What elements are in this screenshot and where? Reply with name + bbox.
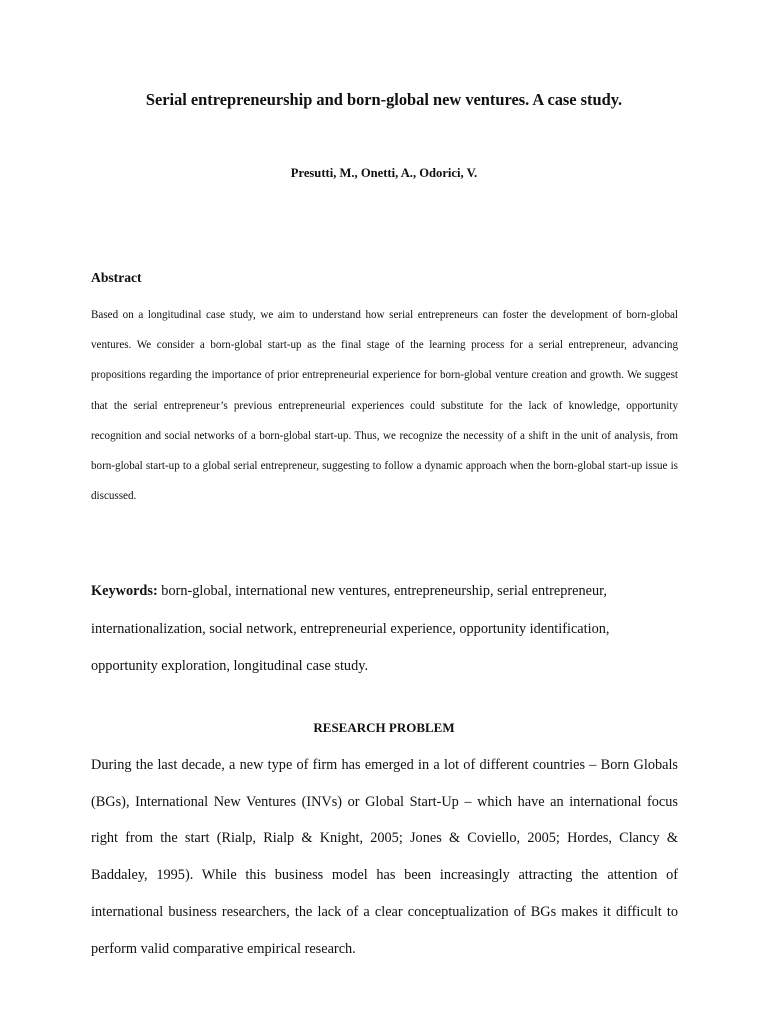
keywords-text: born-global, international new ventures, entrepreneurship, serial entrepreneur, internationalization, social network, entrepreneurial experience, opportunity identification, opportunity exploration, longitudinal case study. (91, 583, 610, 674)
abstract-heading: Abstract (91, 270, 142, 285)
paper-authors: Presutti, M., Onetti, A., Odorici, V. (290, 166, 478, 180)
paper-title: Serial entrepreneurship and born-global new ventures. A case study. (145, 90, 623, 109)
keywords-label: Keywords: (91, 583, 158, 599)
section-body: During the last decade, a new type of firm has emerged in a lot of different countries – Born Globals (BGs), International New Ventures (INVs) or Global Start-Up – which have an international focus right from the start (Rialp, Rialp & Knight, 2005; Jones & Coviello, 2005; Hordes, Clancy & Baddaley, 1995). While this business model has been increasingly attracting the attention of international business researchers, the lack of a clear conceptualization of BGs makes it difficult to perform valid comparative empirical research. (91, 757, 678, 957)
section-heading: RESEARCH PROBLEM (313, 720, 455, 735)
abstract-body: Based on a longitudinal case study, we aim to understand how serial entrepreneurs can foster the development of born-global ventures. We consider a born-global start-up as the final stage of the learning process for a serial entrepreneur, advancing propositions regarding the importance of prior entrepreneurial experience for born-global venture creation and growth. We suggest that the serial entrepreneur’s previous entrepreneurial experiences could substitute for the lack of knowledge, opportunity recognition and social networks of a born-global start-up. Thus, we recognize the necessity of a shift in the unit of analysis, from born-global start-up to a global serial entrepreneur, suggesting to follow a dynamic approach when the born-global start-up issue is discussed. (91, 309, 678, 503)
keywords-paragraph (91, 573, 678, 686)
